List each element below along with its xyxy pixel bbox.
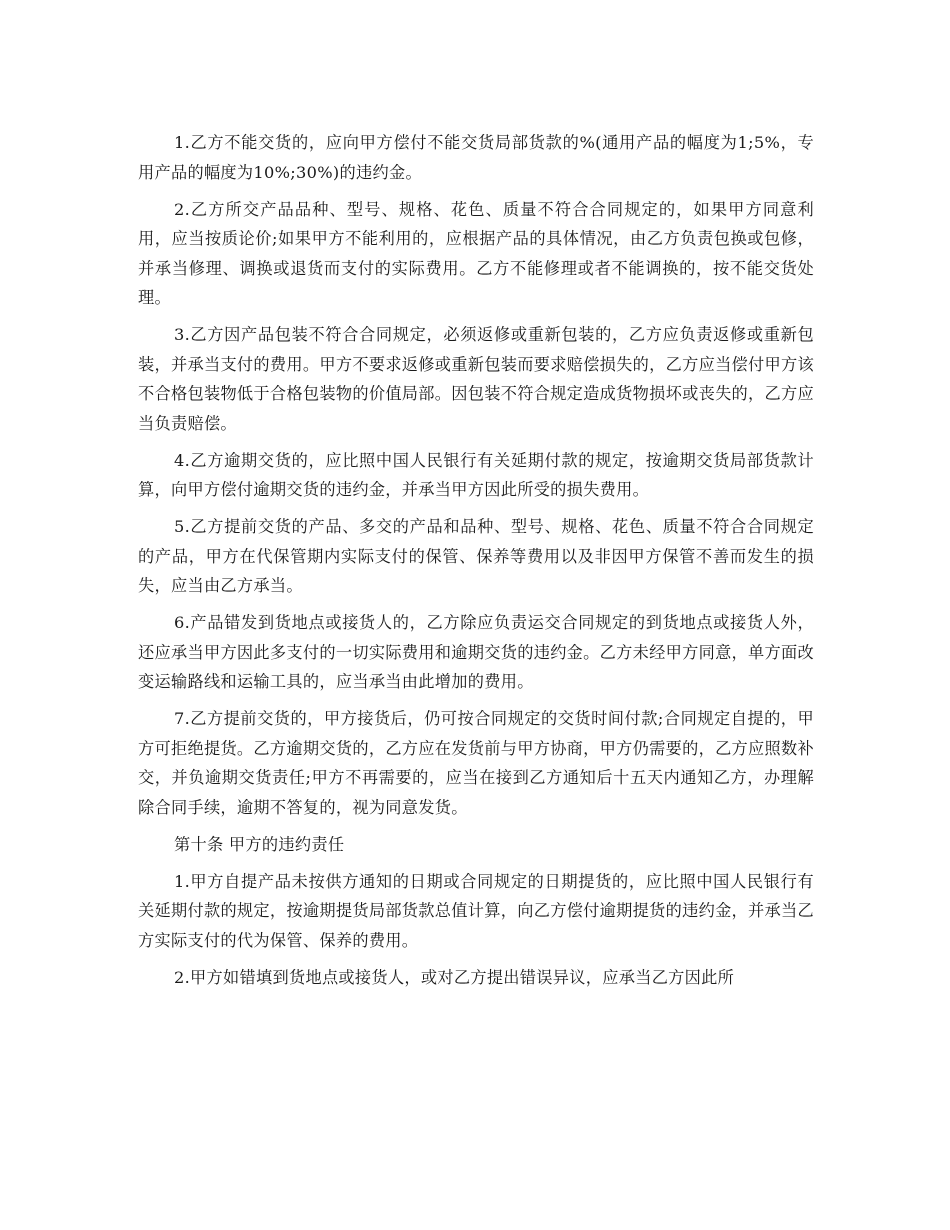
clause-paragraph-6: 6.产品错发到货地点或接货人的，乙方除应负责运交合同规定的到货地点或接货人外，还应承当甲方因此多支付的一切实际费用和逾期交货的违约金。乙方未经甲方同意，单方面改变运输路线和运输工具的，应当承当由此增加的费用。 [138, 613, 814, 691]
section-paragraph-1: 1.甲方自提产品未按供方通知的日期或合同规定的日期提货的，应比照中国人民银行有关延期付款的规定，按逾期提货局部货款总值计算，向乙方偿付逾期提货的违约金，并承当乙方实际支付的代为保管、保养的费用。 [138, 871, 814, 950]
clause-paragraph-2: 2.乙方所交产品品种、型号、规格、花色、质量不符合合同规定的，如果甲方同意利用，应当按质论价;如果甲方不能利用的，应根据产品的具体情况，由乙方负责包换或包修，并承当修理、调换或退货而支付的实际费用。乙方不能修理或者不能调换的，按不能交货处理。 [138, 199, 814, 307]
clause-paragraph-7: 7.乙方提前交货的，甲方接货后，仍可按合同规定的交货时间付款;合同规定自提的，甲方可拒绝提货。乙方逾期交货的，乙方应在发货前与甲方协商，甲方仍需要的，乙方应照数补交，并负逾期交货责任;甲方不再需要的，应当在接到乙方通知后十五天内通知乙方，办理解除合同手续，逾期不答复的，视为同意发货。 [138, 709, 814, 817]
clause-paragraph-3: 3.乙方因产品包装不符合合同规定，必须返修或重新包装的，乙方应负责返修或重新包装，并承当支付的费用。甲方不要求返修或重新包装而要求赔偿损失的，乙方应当偿付甲方该不合格包装物低于合格包装物的价值局部。因包装不符合规定造成货物损坏或丧失的，乙方应当负责赔偿。 [138, 325, 814, 433]
clause-paragraph-4: 4.乙方逾期交货的，应比照中国人民银行有关延期付款的规定，按逾期交货局部货款计算，向甲方偿付逾期交货的违约金，并承当甲方因此所受的损失费用。 [138, 450, 814, 499]
clause-paragraph-1: 1.乙方不能交货的，应向甲方偿付不能交货局部货款的%(通用产品的幅度为1;5%，专用产品的幅度为10%;30%)的违约金。 [138, 133, 814, 182]
document-body [138, 128, 814, 1000]
section-heading: 第十条 甲方的违约责任 [174, 834, 345, 854]
clause-paragraph-5: 5.乙方提前交货的产品、多交的产品和品种、型号、规格、花色、质量不符合合同规定的产品，甲方在代保管期内实际支付的保管、保养等费用以及非因甲方保管不善而发生的损失，应当由乙方承当。 [138, 517, 814, 595]
section-paragraph-2: 2.甲方如错填到货地点或接货人，或对乙方提出错误异议，应承当乙方因此所 [174, 967, 735, 987]
